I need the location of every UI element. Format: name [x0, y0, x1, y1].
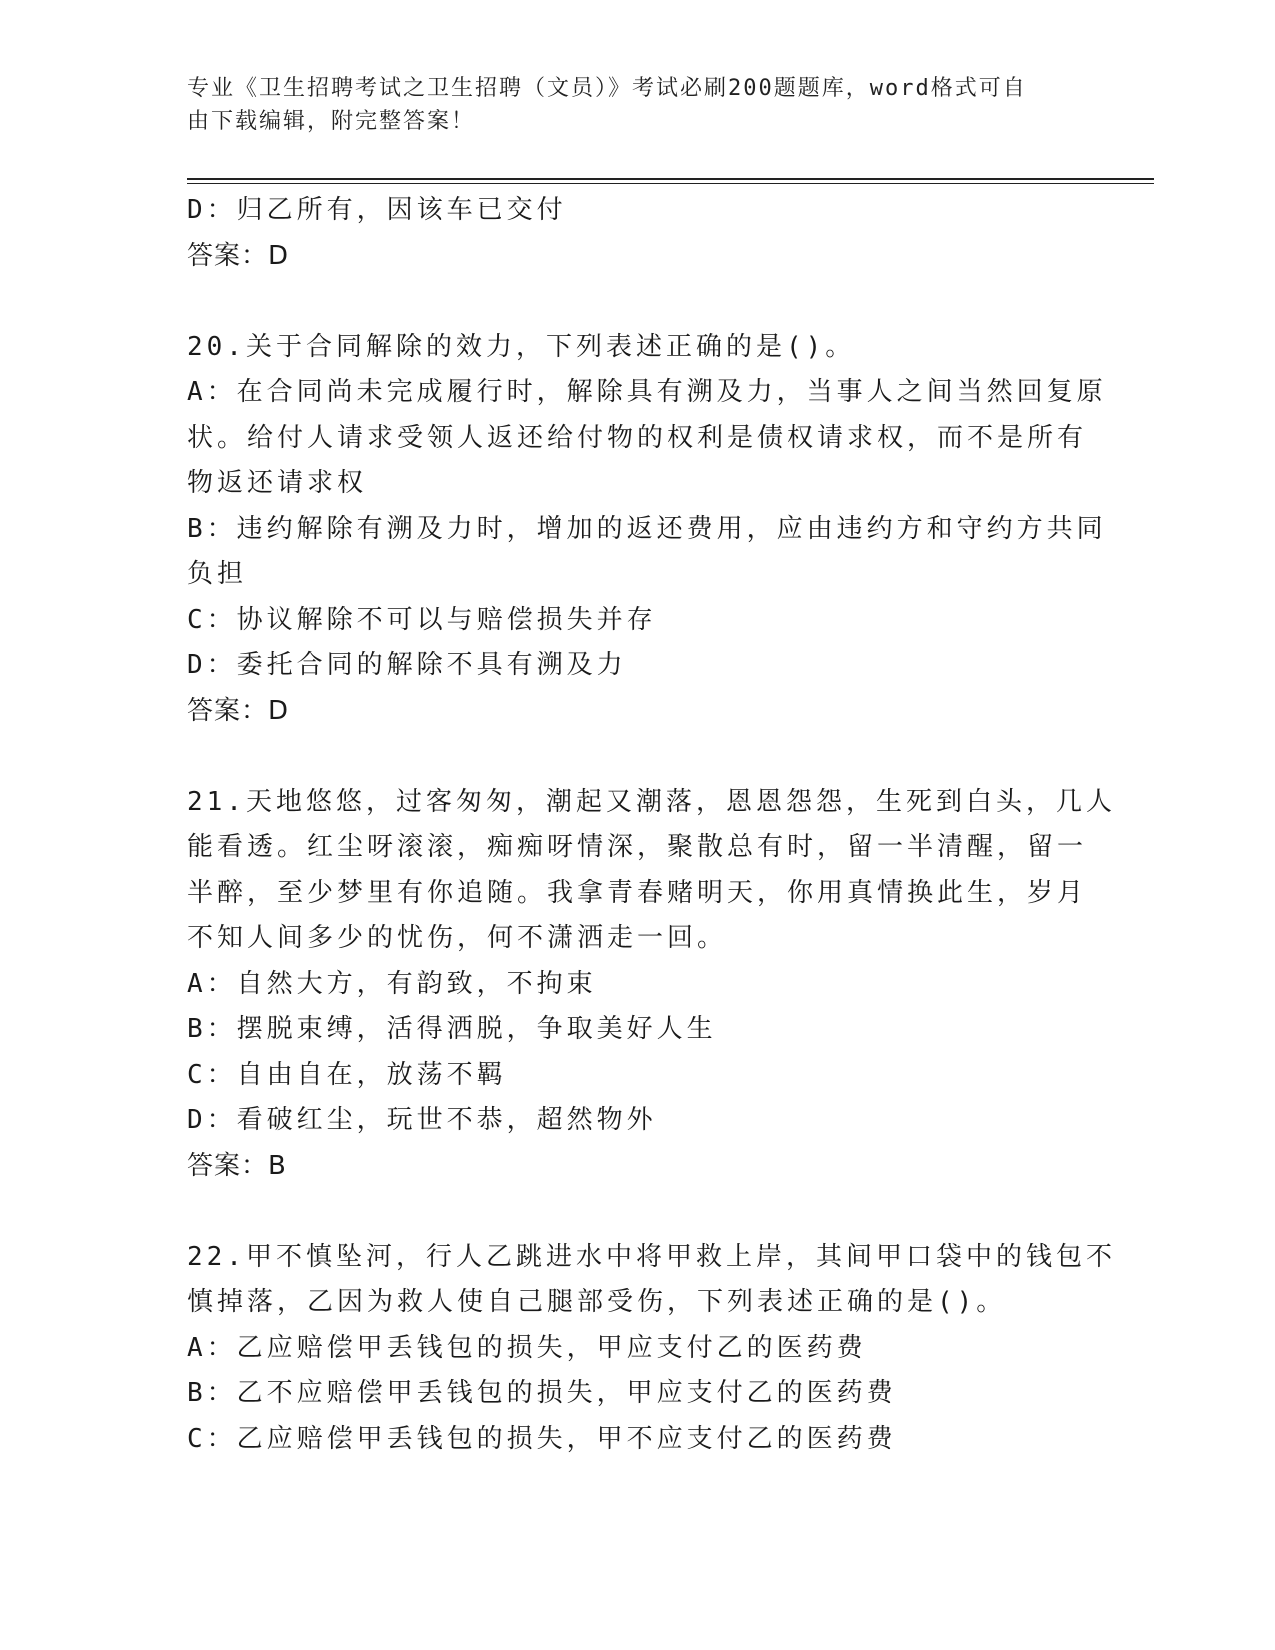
option-c: C：协议解除不可以与赔偿损失并存 [187, 604, 657, 635]
question-19-tail [187, 188, 1087, 279]
option-c: C：乙应赔偿甲丢钱包的损失，甲不应支付乙的医药费 [187, 1423, 897, 1454]
header-divider-thin [187, 183, 1154, 184]
option-a: A：乙应赔偿甲丢钱包的损失，甲应支付乙的医药费 [187, 1332, 867, 1363]
question-20 [187, 325, 1107, 735]
question-stem-cont: 不知人间多少的忧伤，何不潇洒走一回。 [187, 923, 728, 953]
question-stem-cont: 半醉，至少梦里有你追随。我拿青春赌明天，你用真情换此生，岁月 [187, 877, 1088, 908]
option-c: C：自由自在，放荡不羁 [187, 1059, 507, 1090]
answer: 答案：B [187, 1150, 287, 1181]
option-a-cont: 状。给付人请求受领人返还给付物的权利是债权请求权，而不是所有 [187, 422, 1088, 453]
option-d: D：委托合同的解除不具有溯及力 [187, 650, 627, 680]
option-b: B：乙不应赔偿甲丢钱包的损失，甲应支付乙的医药费 [187, 1378, 897, 1408]
question-stem: 22.甲不慎坠河，行人乙跳进水中将甲救上岸，其间甲口袋中的钱包不 [187, 1241, 1116, 1272]
question-22 [187, 1235, 1116, 1463]
question-stem-cont: 能看透。红尘呀滚滚，痴痴呀情深，聚散总有时，留一半清醒，留一 [187, 832, 1088, 862]
spacer [187, 734, 1087, 780]
option-b-cont: 负担 [187, 559, 248, 589]
header-line: 专业《卫生招聘考试之卫生招聘（文员）》考试必刷200题题库，word格式可自 [187, 76, 1027, 101]
option-a: A：在合同尚未完成履行时，解除具有溯及力，当事人之间当然回复原 [187, 377, 1107, 407]
option-d: D：看破红尘，玩世不恭，超然物外 [187, 1105, 657, 1135]
option-b: B：摆脱束缚，活得洒脱，争取美好人生 [187, 1014, 717, 1044]
spacer [187, 1189, 1087, 1235]
answer: 答案：D [187, 695, 290, 726]
option-d: D：归乙所有，因该车已交付 [187, 195, 567, 225]
option-b: B：违约解除有溯及力时，增加的返还费用，应由违约方和守约方共同 [187, 513, 1107, 544]
document-body [187, 188, 1116, 1462]
answer: 答案：D [187, 240, 290, 271]
header-divider [187, 178, 1154, 180]
document-header [187, 72, 1067, 138]
spacer [187, 279, 1087, 325]
question-stem: 21.天地悠悠，过客匆匆，潮起又潮落，恩恩怨怨，生死到白头，几人 [187, 786, 1116, 817]
question-21 [187, 780, 1116, 1190]
header-line: 由下载编辑，附完整答案！ [187, 109, 476, 134]
option-a-cont: 物返还请求权 [187, 468, 368, 498]
option-a: A：自然大方，有韵致，不拘束 [187, 968, 597, 999]
question-stem-cont: 慎掉落，乙因为救人使自己腿部受伤，下列表述正确的是()。 [187, 1287, 1007, 1317]
question-stem: 20.关于合同解除的效力，下列表述正确的是()。 [187, 331, 856, 362]
